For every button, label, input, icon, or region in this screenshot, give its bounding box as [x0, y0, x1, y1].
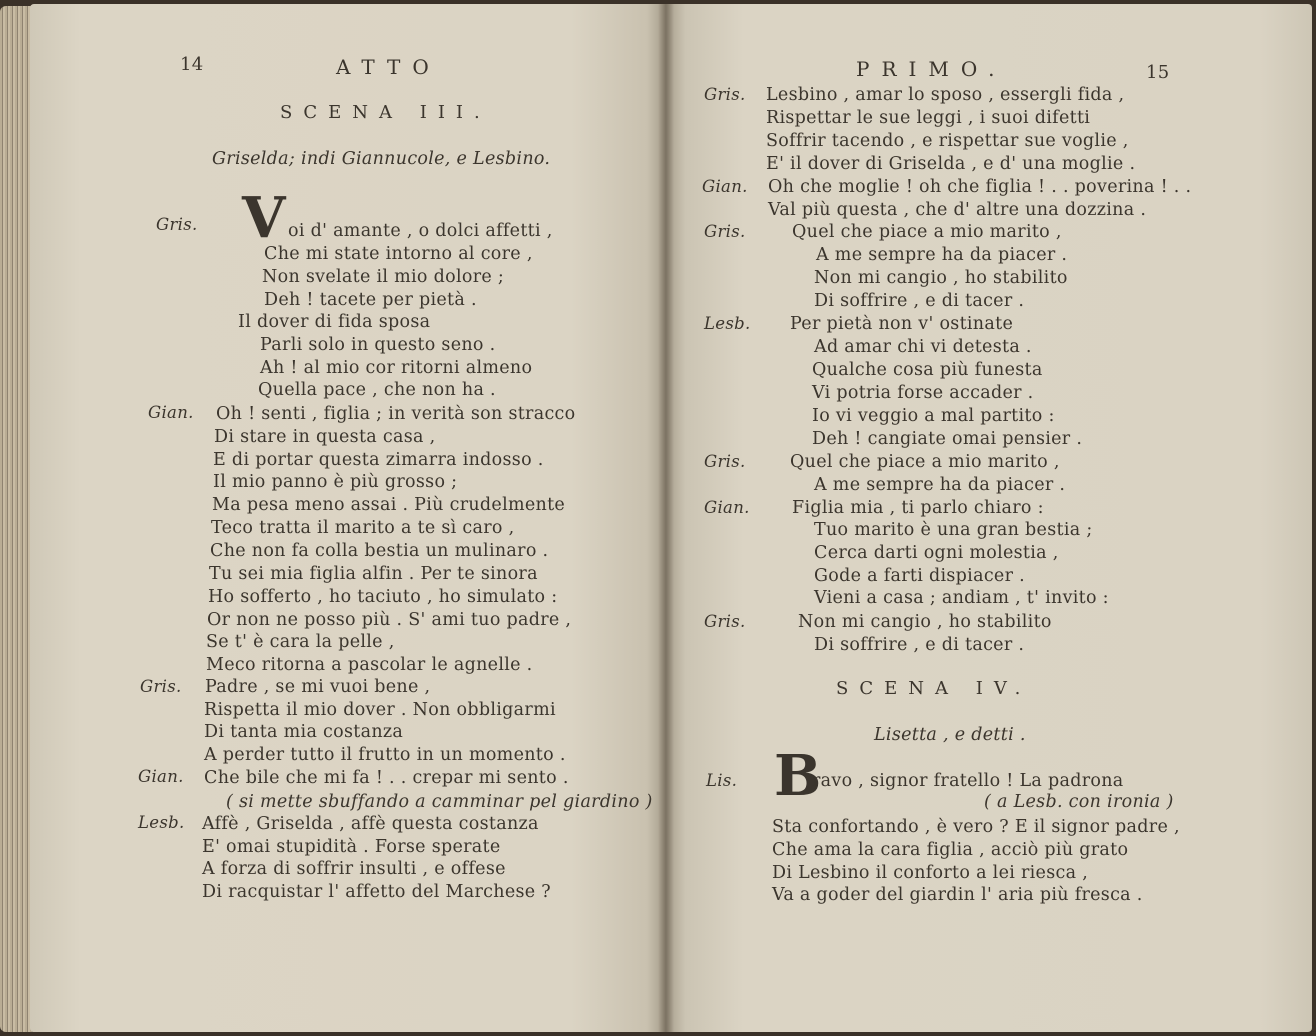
verse-line: Or non ne posso più . S' ami tuo padre , — [207, 610, 572, 630]
verse-line: E' il dover di Griselda , e d' una moglie . — [766, 154, 1136, 174]
speaker-label: Gris. — [140, 677, 182, 696]
verse-line: Di soffrire , e di tacer . — [814, 635, 1025, 655]
left-page — [30, 4, 666, 1032]
verse-line: A me sempre ha da piacer . — [816, 245, 1068, 265]
verse-line: Il dover di fida sposa — [238, 312, 431, 332]
verse-line: Deh ! tacete per pietà . — [264, 290, 477, 310]
verse-line: E di portar questa zimarra indosso . — [213, 450, 544, 470]
verse-line: Ma pesa meno assai . Più crudelmente — [212, 495, 566, 515]
running-head: PRIMO. — [856, 57, 1007, 81]
verse-line: Il mio panno è più grosso ; — [213, 472, 458, 492]
verse-line: Io vi veggio a mal partito : — [812, 406, 1055, 426]
verse-line: A me sempre ha da piacer . — [814, 475, 1066, 495]
page-number: 14 — [180, 54, 204, 75]
verse-line: Val più questa , che d' altre una dozzina . — [768, 200, 1147, 220]
verse-line: Gode a farti dispiacer . — [814, 566, 1025, 586]
stage-direction: ( si mette sbuffando a camminar pel giardino ) — [226, 792, 653, 812]
speaker-label: Lesb. — [704, 314, 751, 333]
scene-title: SCENA III. — [280, 102, 491, 123]
verse-line: Quella pace , che non ha . — [258, 380, 496, 400]
verse-line: Oh ! senti , figlia ; in verità son stracco — [216, 404, 576, 424]
verse-line: Lesbino , amar lo sposo , essergli fida , — [766, 85, 1125, 105]
verse-line: Ad amar chi vi detesta . — [814, 337, 1032, 357]
verse-line: Oh che moglie ! oh che figlia ! . . poverina ! . . — [768, 177, 1192, 197]
running-head: ATTO — [336, 55, 441, 79]
verse-line: Rispetta il mio dover . Non obbligarmi — [204, 700, 556, 720]
verse-line: Quel che piace a mio marito , — [790, 452, 1060, 472]
verse-line: Tuo marito è una gran bestia ; — [814, 520, 1093, 540]
verse-line: Che ama la cara figlia , acciò più grato — [772, 840, 1129, 860]
speaker-label: Gian. — [148, 403, 194, 422]
speaker-label: Gris. — [704, 612, 746, 631]
speaker-label: Gian. — [138, 767, 184, 786]
verse-line: Tu sei mia figlia alfin . Per te sinora — [209, 564, 538, 584]
page-number: 15 — [1146, 62, 1170, 83]
verse-line: Se t' è cara la pelle , — [206, 632, 395, 652]
verse-line: ravo , signor fratello ! La padrona — [812, 771, 1124, 791]
verse-line: Di racquistar l' affetto del Marchese ? — [202, 882, 551, 902]
speaker-label: Gian. — [704, 498, 750, 517]
verse-line: Di soffrire , e di tacer . — [814, 291, 1025, 311]
verse-line: Rispettar le sue leggi , i suoi difetti — [766, 108, 1091, 128]
verse-line: Teco tratta il marito a te sì caro , — [211, 518, 515, 538]
verse-line: E' omai stupidità . Forse sperate — [202, 837, 501, 857]
verse-line: Ah ! al mio cor ritorni almeno — [260, 358, 533, 378]
verse-line: oi d' amante , o dolci affetti , — [288, 221, 553, 241]
verse-line: Soffrir tacendo , e rispettar sue voglie , — [766, 131, 1129, 151]
verse-line: Figlia mia , ti parlo chiaro : — [792, 498, 1044, 518]
verse-line: Che bile che mi fa ! . . crepar mi sento . — [204, 768, 569, 788]
drop-cap: V — [242, 185, 286, 251]
verse-line: Va a goder del giardin l' aria più fresca . — [772, 885, 1143, 905]
speaker-label: Lis. — [706, 771, 738, 790]
verse-line: Vi potria forse accader . — [812, 383, 1034, 403]
scene-title: SCENA IV. — [836, 678, 1032, 699]
verse-line: Per pietà non v' ostinate — [790, 314, 1014, 334]
stage-direction: ( a Lesb. con ironia ) — [984, 792, 1174, 812]
verse-line: Che non fa colla bestia un mulinaro . — [210, 541, 549, 561]
verse-line: Di tanta mia costanza — [204, 722, 404, 742]
verse-line: Ho sofferto , ho taciuto , ho simulato : — [208, 587, 558, 607]
verse-line: Meco ritorna a pascolar le agnelle . — [206, 655, 533, 675]
verse-line: Non mi cangio , ho stabilito — [814, 268, 1068, 288]
verse-line: A forza di soffrir insulti , e offese — [202, 859, 506, 879]
speaker-label: Gris. — [704, 85, 746, 104]
speaker-label: Gris. — [704, 222, 746, 241]
verse-line: Qualche cosa più funesta — [812, 360, 1043, 380]
scene-characters: Griselda; indi Giannucole, e Lesbino. — [212, 149, 551, 169]
speaker-label: Gris. — [156, 215, 198, 234]
verse-line: Sta confortando , è vero ? E il signor padre , — [772, 817, 1180, 837]
right-page — [666, 4, 1312, 1032]
speaker-label: Gian. — [702, 177, 748, 196]
verse-line: Vieni a casa ; andiam , t' invito : — [814, 588, 1109, 608]
verse-line: Non svelate il mio dolore ; — [262, 267, 505, 287]
verse-line: Cerca darti ogni molestia , — [814, 543, 1059, 563]
speaker-label: Lesb. — [138, 813, 185, 832]
verse-line: Non mi cangio , ho stabilito — [798, 612, 1052, 632]
verse-line: Di stare in questa casa , — [214, 427, 436, 447]
book-gutter — [658, 4, 674, 1032]
speaker-label: Gris. — [704, 452, 746, 471]
verse-line: Di Lesbino il conforto a lei riesca , — [772, 863, 1089, 883]
verse-line: Quel che piace a mio marito , — [792, 222, 1062, 242]
drop-cap: B — [774, 743, 822, 809]
verse-line: A perder tutto il frutto in un momento . — [204, 745, 566, 765]
verse-line: Parli solo in questo seno . — [260, 335, 496, 355]
scene-characters: Lisetta , e detti . — [874, 725, 1026, 745]
verse-line: Deh ! cangiate omai pensier . — [812, 429, 1083, 449]
verse-line: Padre , se mi vuoi bene , — [205, 677, 431, 697]
verse-line: Che mi state intorno al core , — [264, 244, 533, 264]
verse-line: Affè , Griselda , affè questa costanza — [202, 814, 539, 834]
